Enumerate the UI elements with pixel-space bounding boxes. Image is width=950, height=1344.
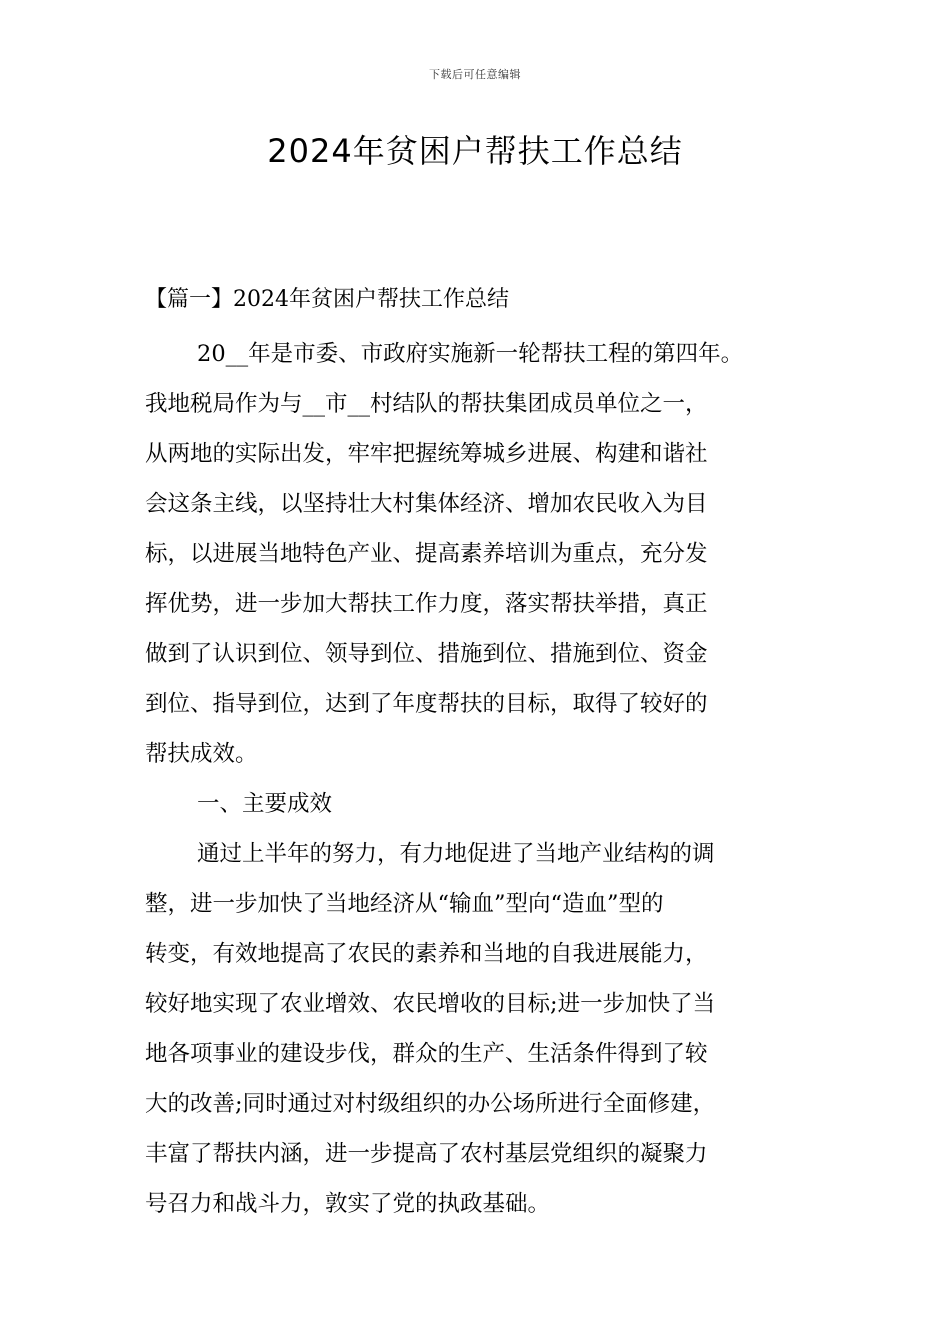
section-heading: 【篇一】2024年贫困户帮扶工作总结 <box>145 287 509 312</box>
paragraph-line: 丰富了帮扶内涵，进一步提高了农村基层党组织的凝聚力 <box>145 1141 708 1167</box>
paragraph-line: 20__年是市委、市政府实施新一轮帮扶工程的第四年。 <box>197 341 744 367</box>
paragraph-line: 通过上半年的努力，有力地促进了当地产业结构的调 <box>197 841 715 867</box>
paragraph-line: 会这条主线，以坚持壮大村集体经济、增加农民收入为目 <box>145 491 708 517</box>
document-title: 2024年贫困户帮扶工作总结 <box>267 132 683 170</box>
paragraph-line: 整，进一步加快了当地经济从“输血”型向“造血”型的 <box>145 891 664 917</box>
header-note: 下载后可任意编辑 <box>429 68 521 81</box>
paragraph-line: 到位、指导到位，达到了年度帮扶的目标，取得了较好的 <box>145 691 708 717</box>
paragraph-line: 我地税局作为与__市__村结队的帮扶集团成员单位之一， <box>145 391 708 417</box>
subsection-heading: 一、主要成效 <box>197 791 333 817</box>
body-text <box>145 334 805 1234</box>
paragraph-line: 做到了认识到位、领导到位、措施到位、措施到位、资金 <box>145 641 708 667</box>
paragraph-line: 号召力和战斗力，敦实了党的执政基础。 <box>145 1191 551 1217</box>
paragraph-line: 帮扶成效。 <box>145 741 258 767</box>
paragraph-line: 标，以进展当地特色产业、提高素养培训为重点，充分发 <box>145 541 708 567</box>
paragraph-line: 大的改善;同时通过对村级组织的办公场所进行全面修建， <box>145 1091 716 1117</box>
paragraph-line: 较好地实现了农业增效、农民增收的目标;进一步加快了当 <box>145 991 716 1017</box>
paragraph-line: 挥优势，进一步加大帮扶工作力度，落实帮扶举措，真正 <box>145 591 708 617</box>
paragraph-line: 转变，有效地提高了农民的素养和当地的自我进展能力， <box>145 941 708 967</box>
paragraph-line: 地各项事业的建设步伐，群众的生产、生活条件得到了较 <box>145 1041 708 1067</box>
paragraph-line: 从两地的实际出发，牢牢把握统筹城乡进展、构建和谐社 <box>145 441 708 467</box>
